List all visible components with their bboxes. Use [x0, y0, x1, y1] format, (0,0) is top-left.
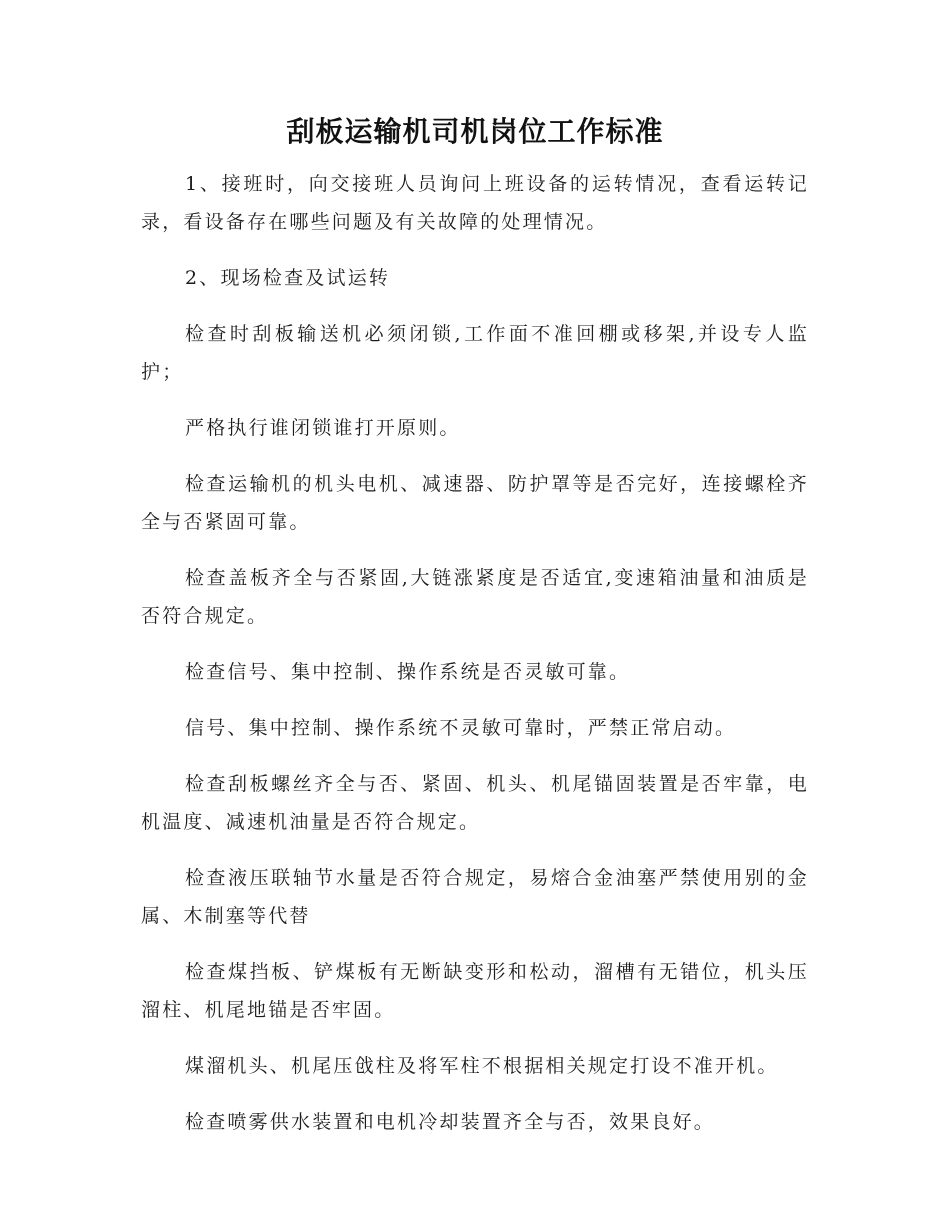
paragraph-9: 检查刮板螺丝齐全与否、紧固、机头、机尾锚固装置是否牢靠，电机温度、减速机油量是否符合规定。	[141, 773, 809, 833]
paragraph-7: 检查信号、集中控制、操作系统是否灵敏可靠。	[185, 661, 631, 683]
paragraph-3: 检查时刮板输送机必须闭锁,工作面不准回棚或移架,并设专人监护；	[141, 323, 809, 383]
paragraph-11: 检查煤挡板、铲煤板有无断缺变形和松动，溜槽有无错位，机头压溜柱、机尾地锚是否牢固。	[141, 961, 809, 1021]
paragraph-5: 检查运输机的机头电机、减速器、防护罩等是否完好，连接螺栓齐全与否紧固可靠。	[141, 473, 809, 533]
paragraph-8: 信号、集中控制、操作系统不灵敏可靠时，严禁正常启动。	[185, 717, 737, 739]
paragraph-12: 煤溜机头、机尾压戗柱及将军柱不根据相关规定打设不准开机。	[185, 1055, 779, 1077]
paragraph-4: 严格执行谁闭锁谁打开原则。	[185, 417, 461, 439]
paragraph-1: 1、接班时，向交接班人员询问上班设备的运转情况，查看运转记录，看设备存在哪些问题及有关故障的处理情况。	[141, 173, 809, 233]
document-body	[141, 165, 809, 1159]
page-title: 刮板运输机司机岗位工作标准	[286, 115, 664, 148]
paragraph-2: 2、现场检查及试运转	[185, 267, 391, 289]
paragraph-13: 检查喷雾供水装置和电机冷却装置齐全与否，效果良好。	[185, 1111, 716, 1133]
paragraph-10: 检查液压联轴节水量是否符合规定，易熔合金油塞严禁使用别的金属、木制塞等代替	[141, 867, 809, 927]
paragraph-6: 检查盖板齐全与否紧固,大链涨紧度是否适宜,变速箱油量和油质是否符合规定。	[141, 567, 809, 627]
